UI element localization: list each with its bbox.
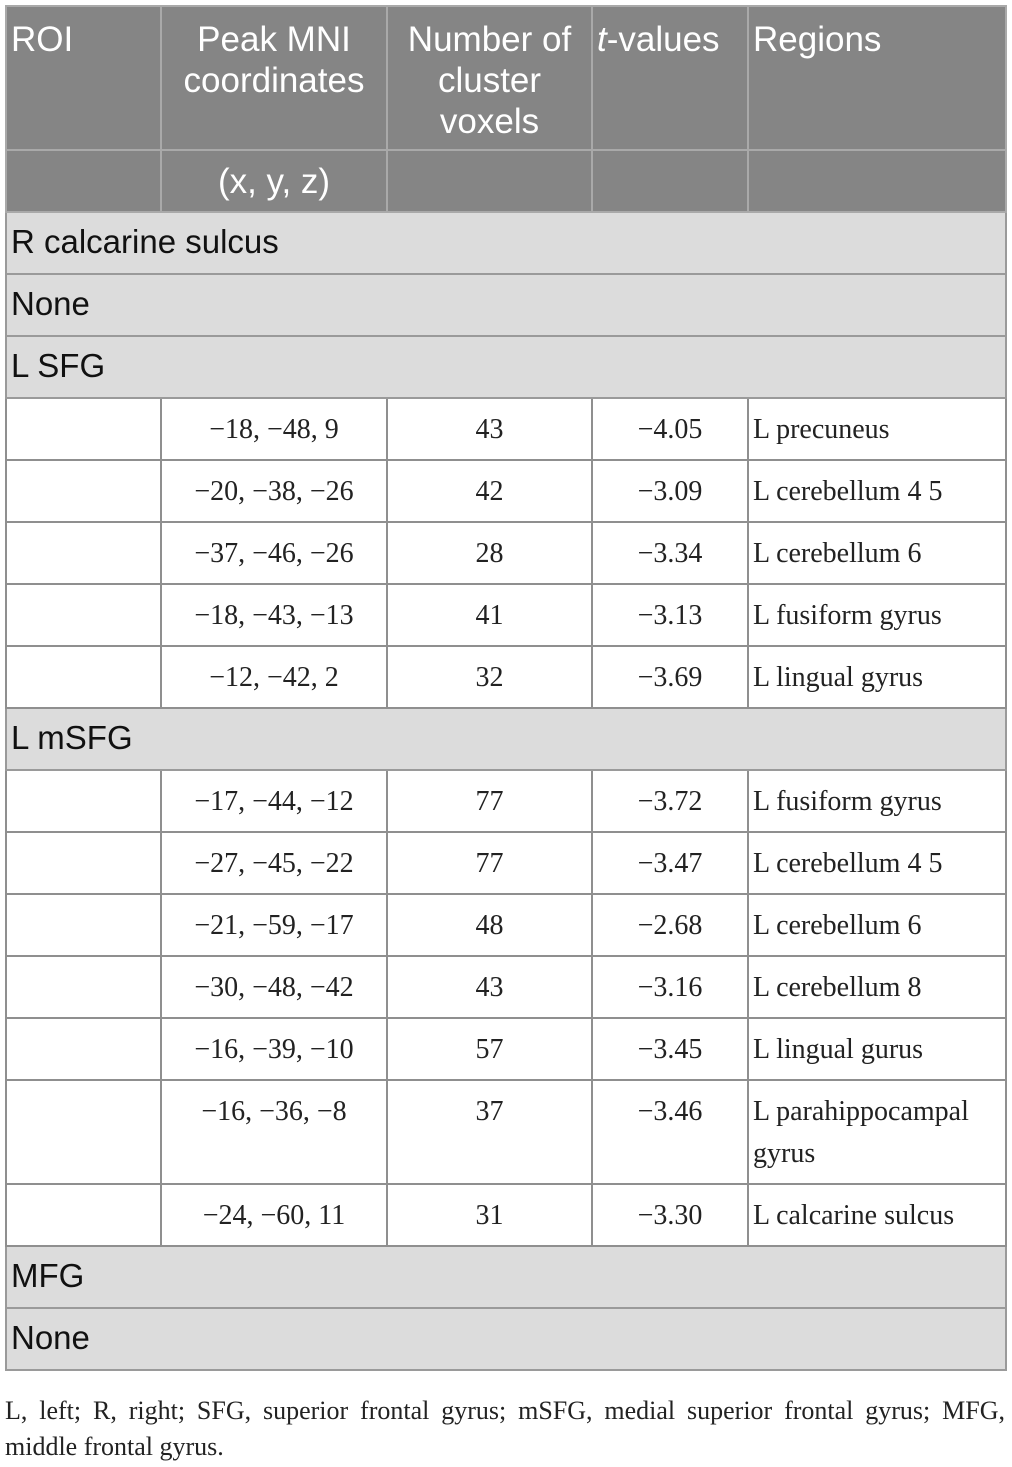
cell-t-value: −4.05 [592, 398, 748, 460]
cell-coordinates: −21, −59, −17 [161, 894, 387, 956]
cell-t-value: −3.30 [592, 1184, 748, 1246]
cell-roi [6, 460, 161, 522]
header-voxels: Number of cluster voxels [387, 6, 592, 150]
cell-voxels: 48 [387, 894, 592, 956]
cell-region: L lingual gyrus [748, 646, 1006, 708]
section-label: L SFG [6, 336, 1006, 398]
header-roi: ROI [6, 6, 161, 150]
cell-roi [6, 584, 161, 646]
subheader-empty [748, 150, 1006, 212]
table-row [6, 770, 1006, 832]
section-label: MFG [6, 1246, 1006, 1308]
table-row [6, 956, 1006, 1018]
cell-t-value: −3.47 [592, 832, 748, 894]
table-row [6, 1184, 1006, 1246]
cell-region: L cerebellum 6 [748, 894, 1006, 956]
cell-t-value: −3.45 [592, 1018, 748, 1080]
subheader-empty [6, 150, 161, 212]
table-row [6, 1080, 1006, 1184]
cell-t-value: −3.46 [592, 1080, 748, 1184]
cell-voxels: 37 [387, 1080, 592, 1184]
cell-roi [6, 770, 161, 832]
cell-region: L lingual gurus [748, 1018, 1006, 1080]
cell-region: L fusiform gyrus [748, 770, 1006, 832]
cell-region: L cerebellum 8 [748, 956, 1006, 1018]
cell-roi [6, 1018, 161, 1080]
cell-t-value: −3.09 [592, 460, 748, 522]
cell-region: L fusiform gyrus [748, 584, 1006, 646]
header-peak-mni: Peak MNI coordinates [161, 6, 387, 150]
cell-region: L precuneus [748, 398, 1006, 460]
cell-voxels: 32 [387, 646, 592, 708]
cell-voxels: 77 [387, 770, 592, 832]
cell-voxels: 43 [387, 956, 592, 1018]
table-footnote: L, left; R, right; SFG, superior frontal gyrus; mSFG, medial superior frontal gyrus; MFG, middle frontal gyrus. [5, 1396, 1005, 1461]
cell-coordinates: −12, −42, 2 [161, 646, 387, 708]
subheader-row [6, 150, 1006, 212]
cell-region: L parahippocampal gyrus [748, 1080, 1006, 1184]
header-regions: Regions [748, 6, 1006, 150]
section-row [6, 336, 1006, 398]
section-row [6, 1246, 1006, 1308]
subheader-empty [387, 150, 592, 212]
table-row [6, 522, 1006, 584]
cell-coordinates: −20, −38, −26 [161, 460, 387, 522]
cell-voxels: 28 [387, 522, 592, 584]
cell-coordinates: −16, −39, −10 [161, 1018, 387, 1080]
section-label: R calcarine sulcus [6, 212, 1006, 274]
table-row [6, 894, 1006, 956]
cell-voxels: 43 [387, 398, 592, 460]
section-label: L mSFG [6, 708, 1006, 770]
section-row [6, 1308, 1006, 1370]
cell-coordinates: −18, −48, 9 [161, 398, 387, 460]
table-row [6, 646, 1006, 708]
section-row [6, 274, 1006, 336]
cell-t-value: −3.69 [592, 646, 748, 708]
cell-coordinates: −17, −44, −12 [161, 770, 387, 832]
cell-coordinates: −24, −60, 11 [161, 1184, 387, 1246]
cell-roi [6, 832, 161, 894]
cell-roi [6, 894, 161, 956]
header-t-italic: t [597, 20, 607, 59]
table-row [6, 584, 1006, 646]
cell-coordinates: −30, −48, −42 [161, 956, 387, 1018]
cell-coordinates: −27, −45, −22 [161, 832, 387, 894]
section-row [6, 708, 1006, 770]
subheader-empty [592, 150, 748, 212]
section-label: None [6, 1308, 1006, 1370]
cell-t-value: −3.34 [592, 522, 748, 584]
section-row [6, 212, 1006, 274]
cell-roi [6, 956, 161, 1018]
cell-voxels: 42 [387, 460, 592, 522]
cell-region: L cerebellum 4 5 [748, 832, 1006, 894]
cell-t-value: −3.13 [592, 584, 748, 646]
cell-voxels: 41 [387, 584, 592, 646]
table-body [6, 212, 1006, 1370]
cell-voxels: 31 [387, 1184, 592, 1246]
cell-coordinates: −37, −46, −26 [161, 522, 387, 584]
cell-t-value: −3.72 [592, 770, 748, 832]
subheader-xyz: (x, y, z) [161, 150, 387, 212]
table-row [6, 1018, 1006, 1080]
table-row [6, 460, 1006, 522]
cell-region: L calcarine sulcus [748, 1184, 1006, 1246]
cell-coordinates: −18, −43, −13 [161, 584, 387, 646]
cell-voxels: 77 [387, 832, 592, 894]
cell-roi [6, 522, 161, 584]
table-container [5, 5, 1005, 1371]
cell-voxels: 57 [387, 1018, 592, 1080]
section-label: None [6, 274, 1006, 336]
cell-coordinates: −16, −36, −8 [161, 1080, 387, 1184]
header-t-rest: -values [606, 20, 720, 59]
cell-region: L cerebellum 4 5 [748, 460, 1006, 522]
cell-roi [6, 1080, 161, 1184]
cell-roi [6, 1184, 161, 1246]
header-row [6, 6, 1006, 150]
cell-t-value: −2.68 [592, 894, 748, 956]
table-row [6, 398, 1006, 460]
table-row [6, 832, 1006, 894]
cell-region: L cerebellum 6 [748, 522, 1006, 584]
cell-roi [6, 646, 161, 708]
results-table [5, 5, 1007, 1371]
header-t-values [592, 6, 748, 150]
cell-t-value: −3.16 [592, 956, 748, 1018]
cell-roi [6, 398, 161, 460]
